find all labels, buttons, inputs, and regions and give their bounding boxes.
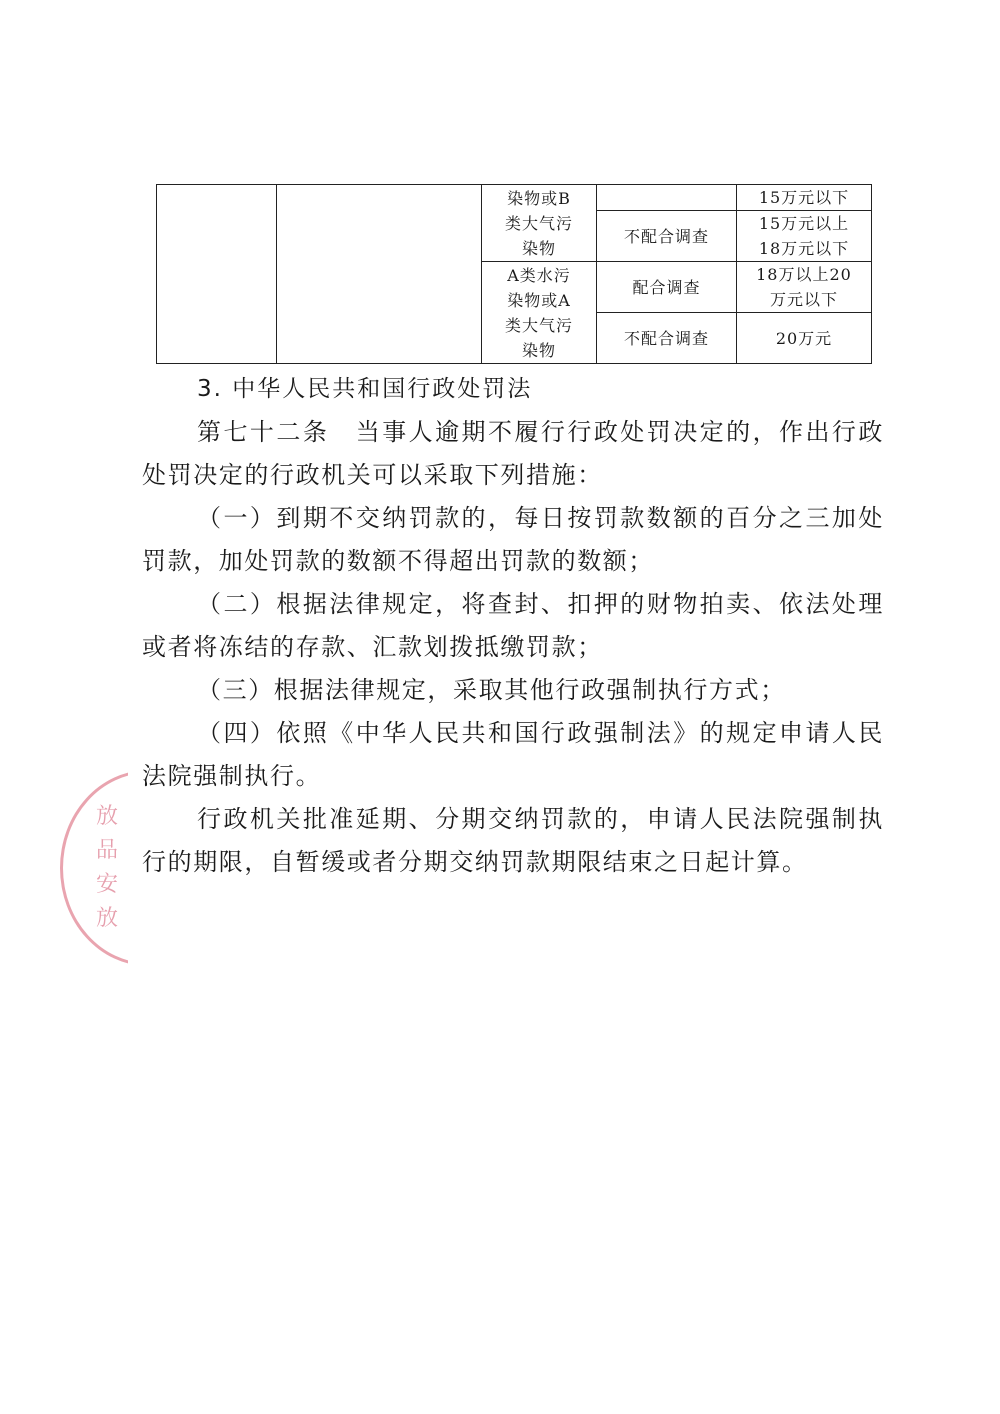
penalty-table [156,184,872,364]
fine-cell: 15万元以上 18万元以下 [737,211,872,262]
table-row [157,185,872,211]
section-heading: 3. 中华人民共和国行政处罚法 [197,376,533,402]
paragraph-article-72: 第七十二条 当事人逾期不履行行政处罚决定的，作出行政处罚决定的行政机关可以采取下列措施： [142,418,884,489]
paragraph-item-1: （一）到期不交纳罚款的，每日按罚款数额的百分之三加处罚款，加处罚款的数额不得超出罚款的数额； [142,504,884,575]
pollutant-cell: A类水污 染物或A 类大气污 染物 [482,262,597,364]
cooperation-cell: 不配合调查 [597,313,737,364]
official-seal-stamp [60,770,170,960]
empty-cell [277,185,482,364]
seal-text: 放品安放 [96,804,119,931]
paragraph-item-3: （三）根据法律规定，采取其他行政强制执行方式； [197,676,786,704]
cooperation-cell: 不配合调查 [597,211,737,262]
fine-cell: 15万元以下 [737,185,872,211]
paragraph-item-2: （二）根据法律规定，将查封、扣押的财物拍卖、依法处理或者将冻结的存款、汇款划拨抵缴罚款； [142,590,884,661]
section-body [142,368,884,884]
cooperation-cell [597,185,737,211]
fine-cell: 20万元 [737,313,872,364]
empty-cell [157,185,277,364]
paragraph-item-4: （四）依照《中华人民共和国行政强制法》的规定申请人民法院强制执行。 [142,719,884,790]
cooperation-cell: 配合调查 [597,262,737,313]
paragraph-deadline: 行政机关批准延期、分期交纳罚款的，申请人民法院强制执行的期限，自暂缓或者分期交纳罚款期限结束之日起计算。 [142,805,884,876]
fine-cell: 18万以上20 万元以下 [737,262,872,313]
pollutant-cell: 染物或B 类大气污 染物 [482,185,597,262]
